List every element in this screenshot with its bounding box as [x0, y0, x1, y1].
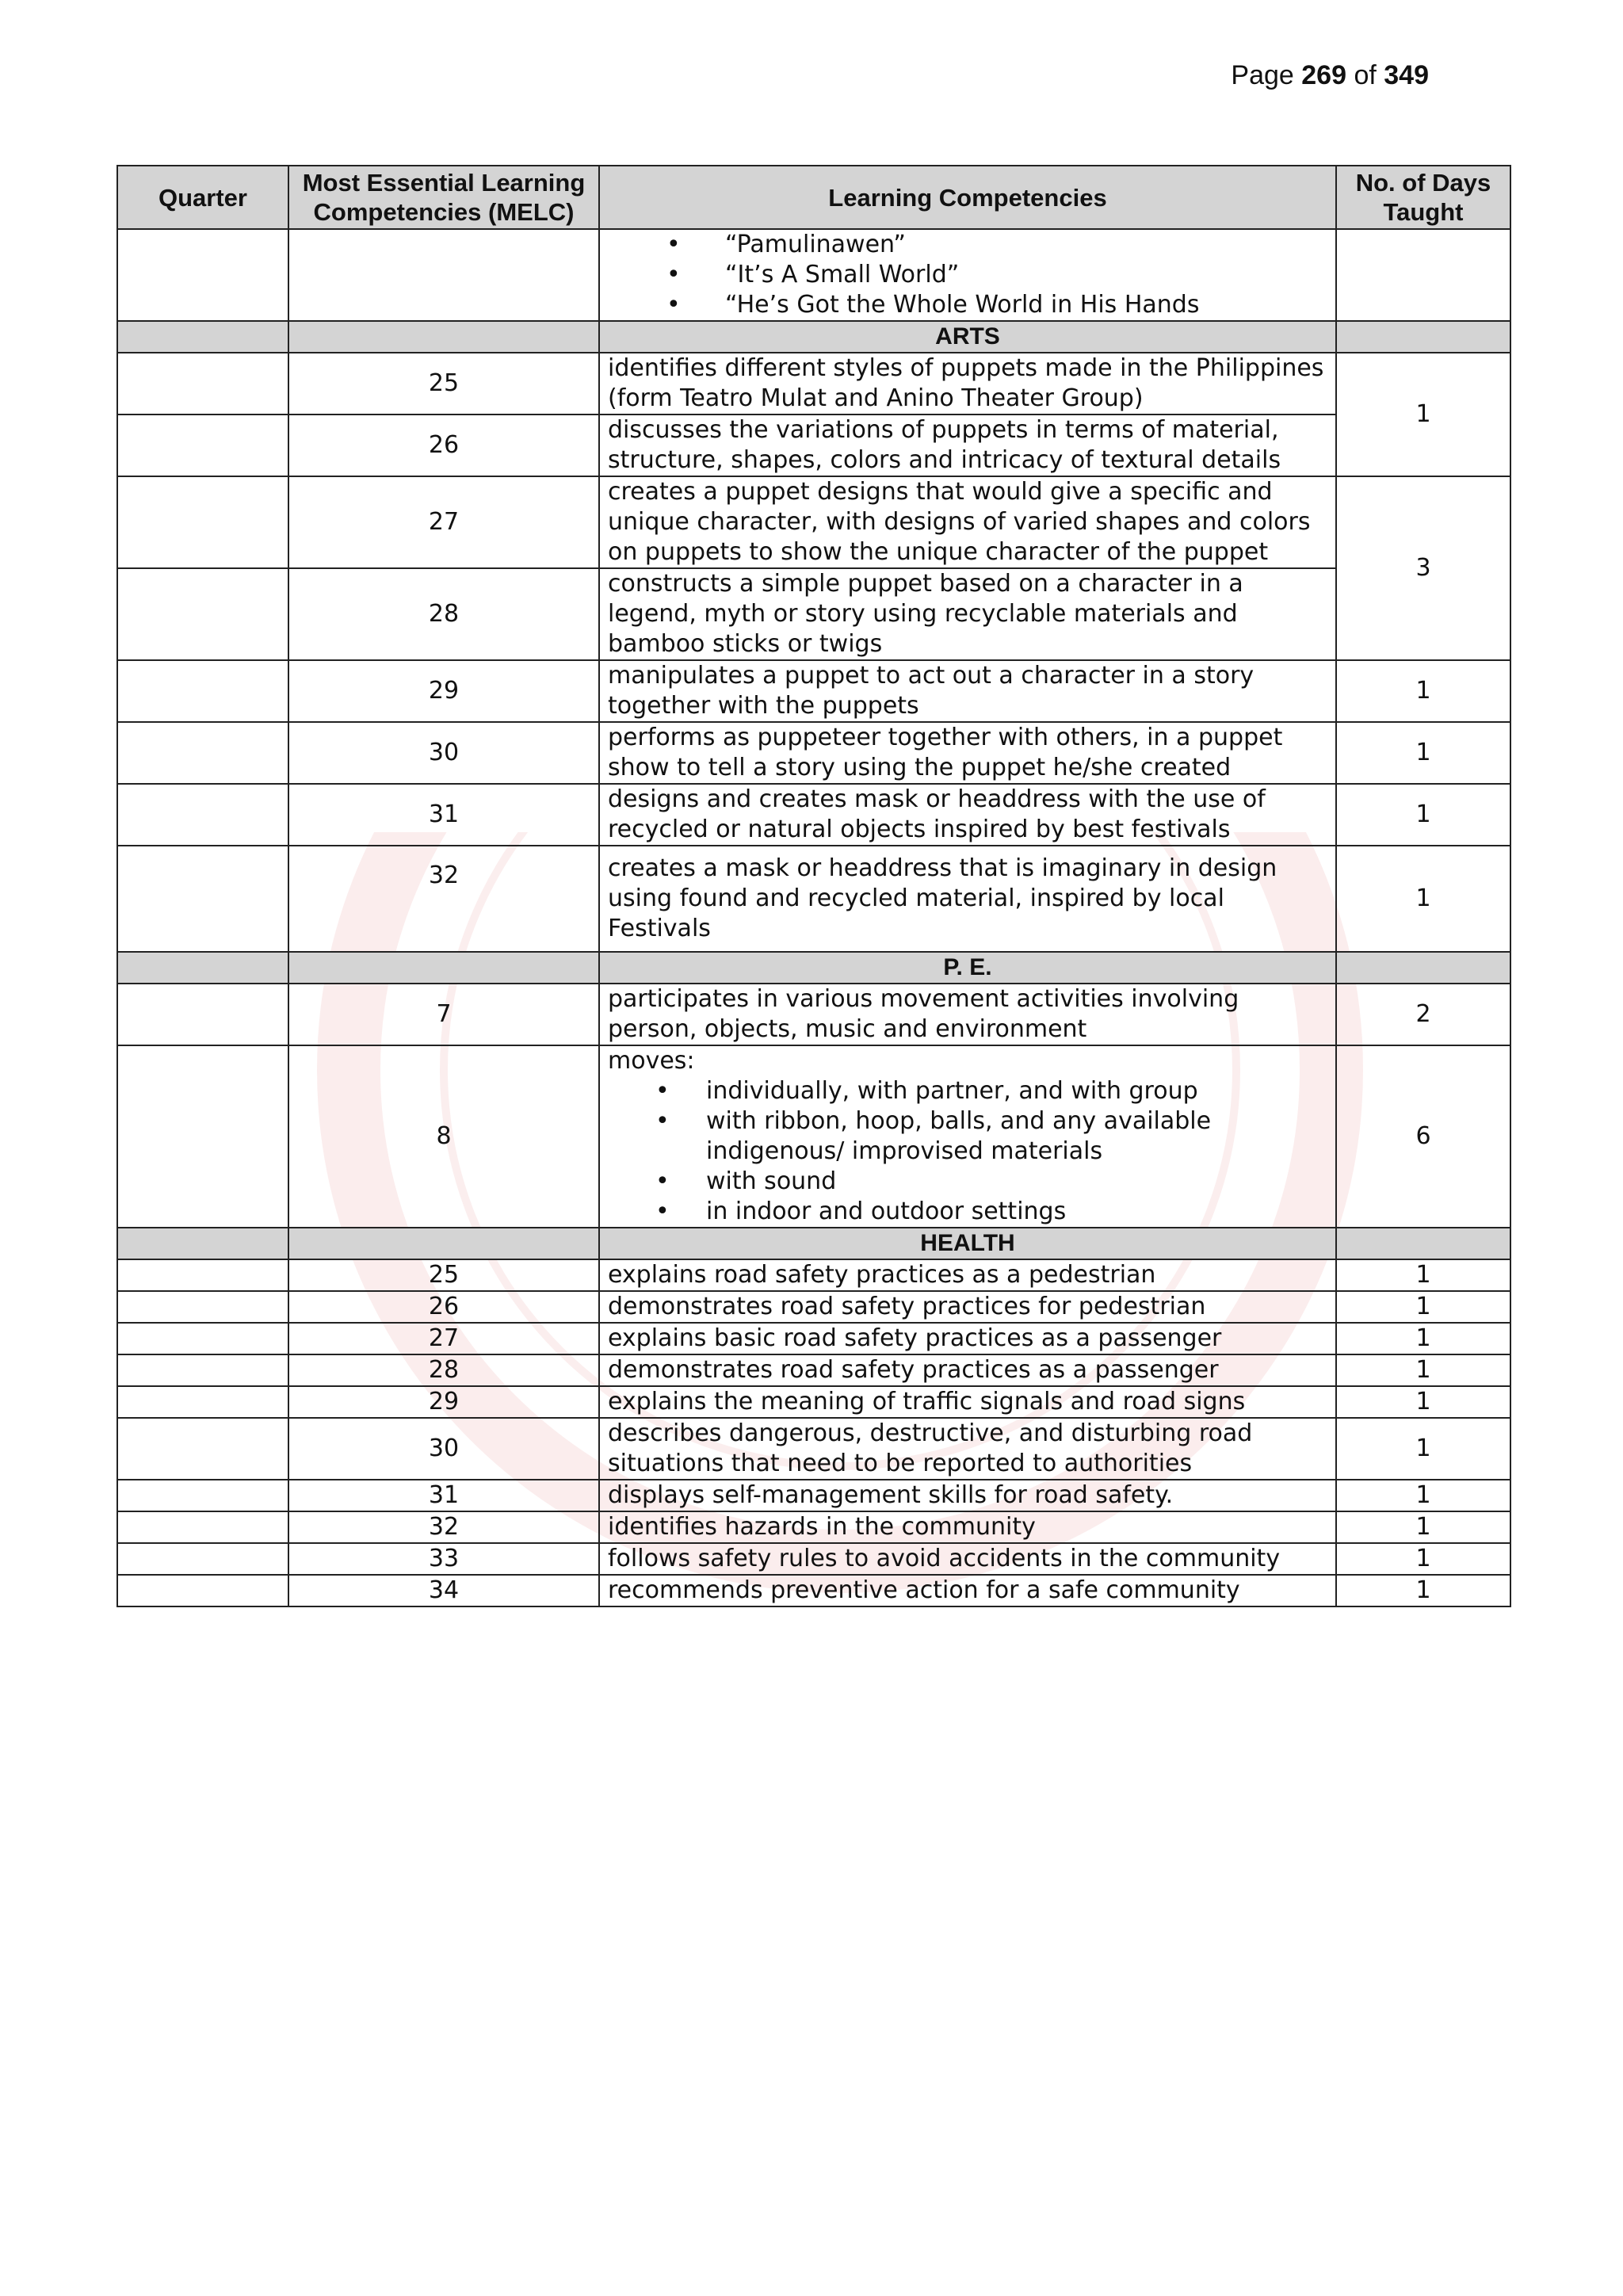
table-row: 26 discusses the variations of puppets in terms of material, structure, shapes, colors and intricacy of textural details: [117, 415, 1510, 476]
table-row: 30 performs as puppeteer together with others, in a puppet show to tell a story using the puppet he/she created 1: [117, 722, 1510, 784]
section-row-pe: [117, 952, 1510, 984]
table-row: 28 demonstrates road safety practices as a passenger 1: [117, 1354, 1510, 1386]
list-item: • “Pamulinawen”: [725, 230, 1327, 260]
list-item: • “It’s A Small World”: [725, 260, 1327, 290]
table-row: 28 constructs a simple puppet based on a character in a legend, myth or story using recyclable materials and bamboo sticks or twigs: [117, 568, 1510, 660]
table-row: 27 creates a puppet designs that would give a specific and unique character, with designs of varied shapes and colors on puppets to show the unique character of the puppet 3: [117, 476, 1510, 568]
header-quarter: Quarter: [117, 166, 288, 229]
section-row-health: [117, 1228, 1510, 1259]
table-row: 26 demonstrates road safety practices for pedestrian 1: [117, 1291, 1510, 1323]
page-current: 269: [1301, 60, 1346, 90]
list-item: • individually, with partner, and with group: [706, 1076, 1327, 1106]
list-item: • in indoor and outdoor settings: [706, 1197, 1327, 1227]
section-title-health: HEALTH: [599, 1228, 1336, 1259]
song-list: [608, 230, 1327, 320]
table-row: 7 participates in various movement activities involving person, objects, music and environment 2: [117, 984, 1510, 1045]
header-melc: Most Essential Learning Competencies (MELC): [288, 166, 599, 229]
table-row: 8 moves: • individually, with partner, and with group • with ribbon, hoop, balls, and any available indigenous/ improvised materials • with sound • in indoor and outdoor settings 6: [117, 1045, 1510, 1228]
table-row: 31 designs and creates mask or headdress with the use of recycled or natural objects inspired by best festivals 1: [117, 784, 1510, 846]
table-row: 29 explains the meaning of traffic signals and road signs 1: [117, 1386, 1510, 1418]
table-row: 27 explains basic road safety practices as a passenger 1: [117, 1323, 1510, 1354]
table-row: 29 manipulates a puppet to act out a character in a story together with the puppets 1: [117, 660, 1510, 722]
header-days: No. of Days Taught: [1336, 166, 1510, 229]
page-of-word: of: [1354, 60, 1377, 90]
moves-intro: moves:: [608, 1047, 695, 1075]
table-row: 32 identifies hazards in the community 1: [117, 1511, 1510, 1543]
table-row: 33 follows safety rules to avoid accidents in the community 1: [117, 1543, 1510, 1575]
melc-table: [116, 165, 1511, 1607]
table-row: 30 describes dangerous, destructive, and disturbing road situations that need to be reported to authorities 1: [117, 1418, 1510, 1480]
moves-list: [608, 1076, 1327, 1227]
list-item: • with ribbon, hoop, balls, and any available indigenous/ improvised materials: [706, 1106, 1327, 1167]
table-row: 25 identifies different styles of puppets made in the Philippines (form Teatro Mulat and Anino Theater Group) 1: [117, 353, 1510, 415]
page-prefix: Page: [1231, 60, 1294, 90]
table-row: 31 displays self-management skills for road safety. 1: [117, 1480, 1510, 1511]
list-item: • with sound: [706, 1167, 1327, 1197]
page-number: [1231, 60, 1429, 91]
table-row: 25 explains road safety practices as a pedestrian 1: [117, 1259, 1510, 1291]
table-row: 32 creates a mask or headdress that is imaginary in design using found and recycled material, inspired by local Festivals 1: [117, 846, 1510, 952]
section-title-pe: P. E.: [599, 952, 1336, 984]
page-total: 349: [1384, 60, 1429, 90]
table-row: 34 recommends preventive action for a safe community 1: [117, 1575, 1510, 1606]
header-competencies: Learning Competencies: [599, 166, 1336, 229]
section-row-arts: [117, 321, 1510, 353]
table-header-row: [117, 166, 1510, 229]
list-item: • “He’s Got the Whole World in His Hands: [725, 290, 1327, 320]
section-title-arts: ARTS: [599, 321, 1336, 353]
table-row: [117, 229, 1510, 321]
